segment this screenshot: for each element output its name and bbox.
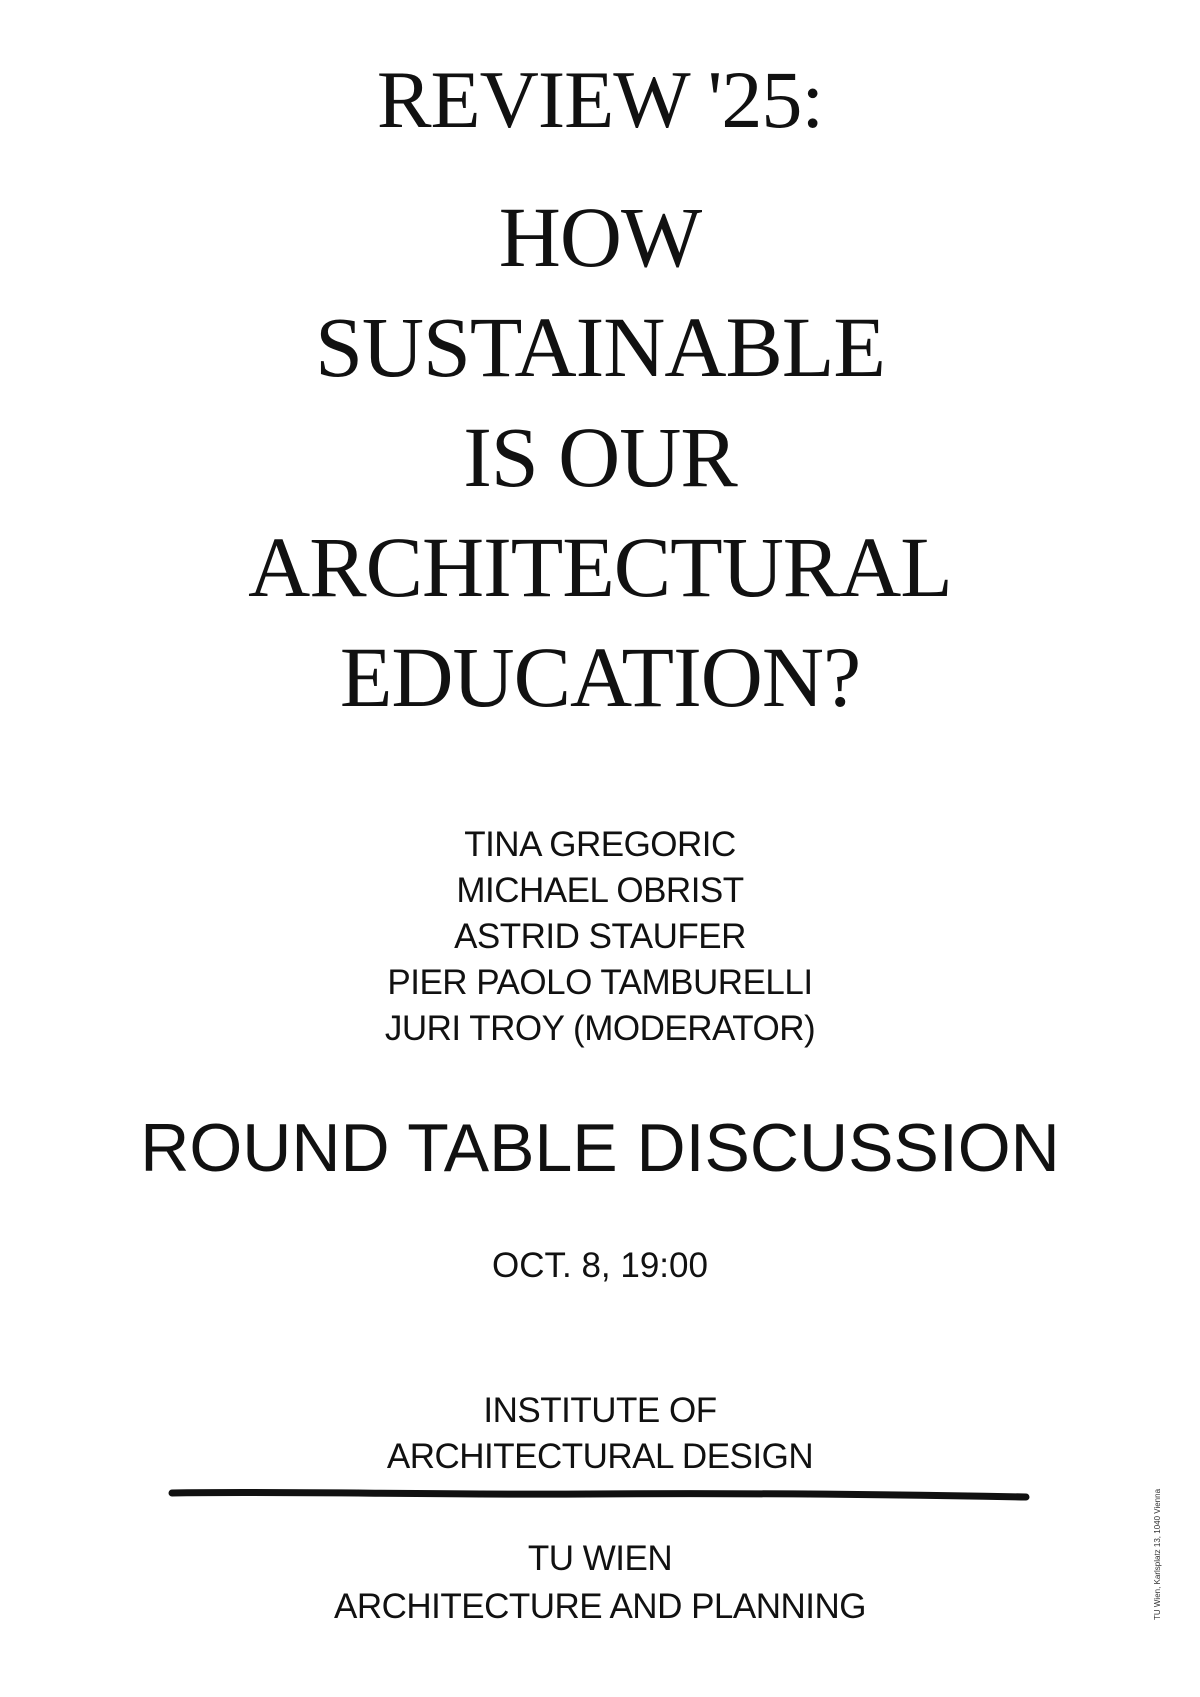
series-title: REVIEW '25:	[376, 54, 824, 145]
address-note: TU Wien, Karlsplatz 13, 1040 Vienna	[1153, 1488, 1162, 1620]
headline-line: IS OUR	[463, 409, 737, 505]
event-format: ROUND TABLE DISCUSSION	[140, 1110, 1060, 1186]
university-line: ARCHITECTURE AND PLANNING	[333, 1587, 867, 1626]
participant-name: ASTRID STAUFER	[454, 917, 746, 956]
participant-name: JURI TROY (MODERATOR)	[384, 1009, 816, 1048]
institute-name	[0, 1388, 1200, 1480]
event-datetime: OCT. 8, 19:00	[492, 1246, 708, 1285]
headline-question	[0, 182, 1200, 732]
headline-line: ARCHITECTURAL	[248, 519, 952, 615]
headline-line: EDUCATION?	[339, 629, 861, 725]
headline-line: SUSTAINABLE	[315, 299, 885, 395]
institute-line: INSTITUTE OF	[483, 1391, 717, 1430]
institute-line: ARCHITECTURAL DESIGN	[386, 1437, 814, 1476]
participant-name: PIER PAOLO TAMBURELLI	[387, 963, 813, 1002]
participant-list	[0, 822, 1200, 1052]
headline-line: HOW	[498, 189, 702, 285]
hand-drawn-divider	[168, 1482, 1030, 1506]
participant-name: MICHAEL OBRIST	[456, 871, 744, 910]
participant-name: TINA GREGORIC	[464, 825, 736, 864]
university-name	[0, 1535, 1200, 1631]
university-line: TU WIEN	[527, 1539, 673, 1578]
